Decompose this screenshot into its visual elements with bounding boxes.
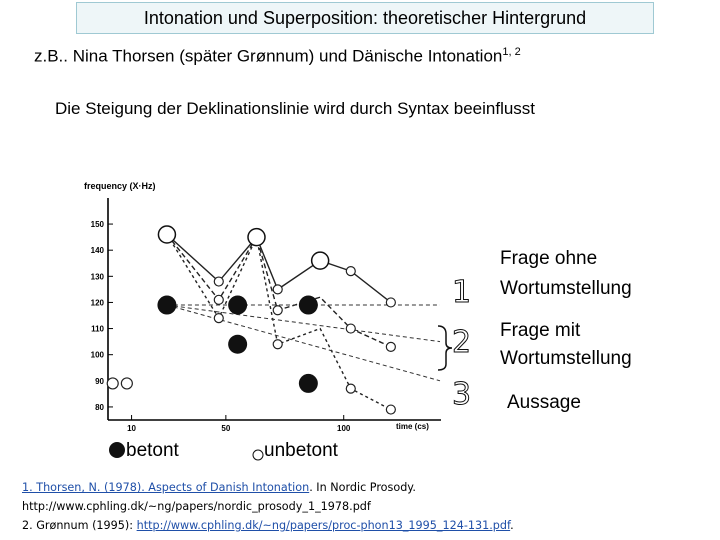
label-frage-ohne-line2: Wortumstellung	[500, 278, 632, 299]
slide-title: Intonation und Superposition: theoretischer Hintergrund	[76, 2, 654, 34]
y-tick-label: 100	[90, 350, 104, 360]
filled-circle-icon	[108, 441, 126, 459]
contour-unstressed-point	[386, 405, 395, 414]
contour-unstressed-point	[214, 314, 223, 323]
label-frage-ohne-line1: Frage ohne	[500, 248, 598, 269]
references	[22, 478, 712, 535]
reference-1	[22, 478, 712, 497]
label-frage-mit-line1: Frage mit	[500, 320, 581, 341]
x-axis-label: time (cs)	[396, 422, 429, 431]
legend-stressed-label: betont	[126, 440, 179, 461]
y-tick-label: 130	[90, 272, 104, 282]
contour-unstressed-point	[273, 306, 282, 315]
label-aussage: Aussage	[507, 392, 581, 413]
y-tick-label: 140	[90, 246, 104, 256]
intonation-figure	[66, 176, 486, 451]
slide-subtitle	[34, 40, 714, 69]
stressed-point	[228, 335, 247, 354]
y-tick-label: 90	[95, 376, 104, 386]
y-tick-label: 80	[95, 402, 104, 412]
contour-number-2: 2	[452, 325, 472, 360]
contour-unstressed-point	[386, 298, 395, 307]
x-tick-label: 10	[127, 424, 137, 433]
subtitle-footnote-marks: 1, 2	[502, 46, 521, 58]
y-tick-label: 110	[91, 324, 104, 334]
reference-1-url: http://www.cphling.dk/~ng/papers/nordic_prosody_1_1978.pdf	[22, 500, 371, 513]
isolated-unstressed-point	[107, 378, 118, 389]
open-circle-icon	[252, 449, 264, 461]
contour-peak-point	[248, 229, 265, 246]
x-tick-label: 100	[337, 424, 351, 433]
reference-2-link[interactable]: http://www.cphling.dk/~ng/papers/proc-phon13_1995_124-131.pdf	[136, 519, 511, 532]
isolated-unstressed-point	[121, 378, 132, 389]
intonation-chart	[66, 176, 486, 446]
stressed-point	[157, 296, 176, 315]
contour-unstressed-point	[346, 324, 355, 333]
subtitle-text: z.B.. Nina Thorsen (später Grønnum) und Dänische Intonation	[34, 46, 503, 66]
contour-peak-point	[312, 252, 329, 269]
label-frage-mit-line2: Wortumstellung	[500, 348, 632, 369]
legend-stressed	[108, 439, 179, 463]
y-axis-label: frequency (X·Hz)	[84, 181, 156, 191]
contour-unstressed-point	[386, 342, 395, 351]
contour-unstressed-point	[346, 384, 355, 393]
reference-2-end: .	[510, 519, 514, 532]
reference-1-rest: . In Nordic Prosody.	[309, 481, 416, 494]
reference-2	[22, 516, 712, 535]
legend-unstressed-label: unbetont	[264, 440, 338, 461]
contour-peak-point	[158, 226, 175, 243]
contour-unstressed-point	[273, 340, 282, 349]
contour-unstressed-point	[346, 267, 355, 276]
stressed-point	[299, 374, 318, 393]
reference-2-text: 2. Grønnum (1995):	[22, 519, 137, 532]
contour-unstressed-point	[214, 295, 223, 304]
bullet-text: Die Steigung der Deklinationslinie wird durch Syntax beeinflusst	[55, 99, 536, 118]
stressed-point	[228, 296, 247, 315]
stressed-point	[299, 296, 318, 315]
contour-number-3: 3	[452, 377, 472, 412]
y-tick-label: 150	[90, 220, 104, 230]
contour-number-1: 1	[452, 275, 472, 310]
contour-unstressed-point	[273, 285, 282, 294]
x-tick-label: 50	[221, 424, 231, 433]
reference-1-link[interactable]: 1. Thorsen, N. (1978). Aspects of Danish Intonation	[22, 481, 310, 494]
y-tick-label: 120	[90, 298, 104, 308]
contour-unstressed-point	[214, 277, 223, 286]
legend-unstressed	[252, 439, 338, 463]
